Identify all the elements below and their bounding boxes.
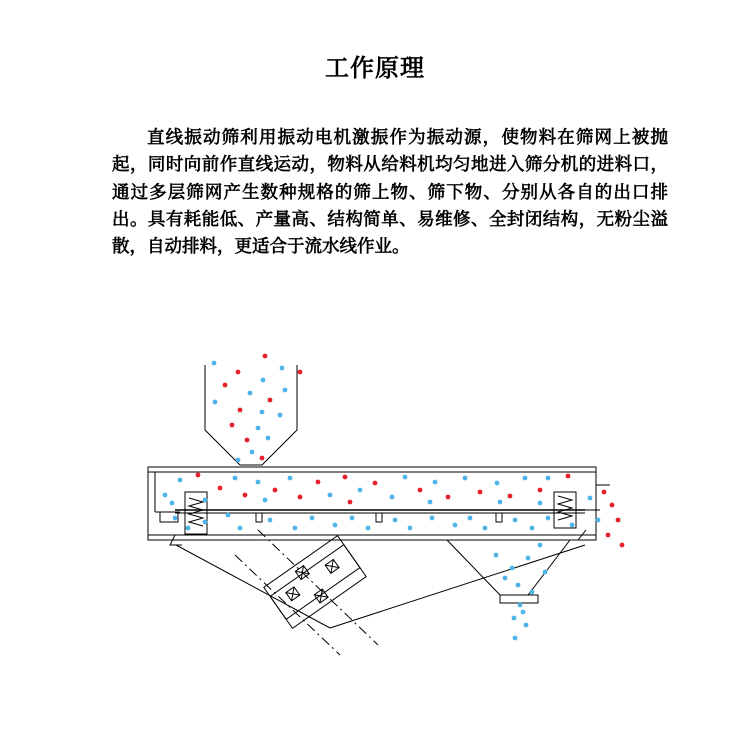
fine-particle [526,556,531,561]
coarse-particle [245,438,250,443]
fine-particle [408,526,413,531]
fine-particle [256,426,261,431]
fine-particle [512,616,517,621]
page-title: 工作原理 [325,54,425,82]
coarse-particle [446,495,451,500]
coarse-particle [238,408,243,413]
fine-particle [293,526,298,531]
fine-particle [173,516,178,521]
coarse-particle [243,493,248,498]
fine-particle [333,523,338,528]
fine-particle [366,526,371,531]
fine-particle [430,516,435,521]
fine-particle [358,488,363,493]
fine-particle [212,361,217,366]
fine-particle [494,553,499,558]
fine-particle [310,516,315,521]
fine-particle [256,480,261,485]
fine-particle [463,476,468,481]
fine-particle [538,543,543,548]
coarse-particle [236,370,241,375]
fine-particle [495,481,500,486]
coarse-particle [538,488,543,493]
fine-particle [170,501,175,506]
coarse-particle [196,473,201,478]
fine-particle [546,476,551,481]
fine-particle [596,518,601,523]
fine-particle [203,520,208,525]
fine-particle [588,496,593,501]
fine-particle [570,523,575,528]
fine-particle [518,603,523,608]
coarse-particle [508,494,513,499]
fine-particle [350,516,355,521]
motor-axis-line [258,530,378,645]
coarse-particle [602,490,607,495]
fine-particle [483,526,488,531]
fine-particle [503,576,508,581]
fine-particle [510,566,515,571]
fine-particle [226,513,231,518]
fine-particle [546,516,551,521]
deck-support [496,513,502,522]
fine-particle [261,378,266,383]
fine-particle [266,436,271,441]
fine-particle [278,413,283,418]
deck-support [376,513,382,522]
fine-particle [248,391,253,396]
left-spring-icon [189,498,203,526]
coarse-particle [620,543,625,548]
coarse-particle [610,503,615,508]
coarse-particle [606,533,611,538]
deck-support [256,513,262,522]
coarse-particle [478,490,483,495]
coarse-particle [348,500,353,505]
fine-particle [498,500,503,505]
discharge-outlet [500,595,538,603]
fine-particle [236,458,241,463]
fine-particle [433,480,438,485]
coarse-particle [260,456,265,461]
fine-particle [213,400,218,405]
coarse-particle [218,486,223,491]
right-spring-icon [558,496,572,520]
screen-box [148,467,596,540]
coarse-particle [273,488,278,493]
coarse-particle [263,354,268,359]
fine-particle [268,518,273,523]
fine-particle [543,570,548,575]
coarse-particle [316,480,321,485]
coarse-particle [298,495,303,500]
fine-particle [390,495,395,500]
particles [163,354,625,641]
fine-particle [530,526,535,531]
fine-particle [178,478,183,483]
description-paragraph: 直线振动筛利用振动电机激振作为振动源，使物料在筛网上被抛起，同时向前作直线运动，物料从给料机均匀地进入筛分机的进料口，通过多层筛网产生数种规格的筛上物、筛下物、分别从各自的出口排出。具有耗能低、产量高、结构简单、易维修、全封闭结构，无粉尘溢散，自动排料，更适合于流水线作业。 [112,128,668,258]
fine-particle [238,526,243,531]
fine-particle [453,523,458,528]
fine-particle [288,476,293,481]
coarse-particle [230,423,235,428]
fine-particle [538,501,543,506]
fine-particle [280,366,285,371]
fine-particle [428,500,433,505]
fine-particle [523,476,528,481]
fine-particle [233,476,238,481]
coarse-particle [268,398,273,403]
fine-particle [283,388,288,393]
coarse-particle [298,370,303,375]
fine-particle [203,498,208,503]
fine-particle [468,516,473,521]
fine-particle [263,498,268,503]
coarse-particle [418,488,423,493]
coarse-particle [616,518,621,523]
fine-particle [328,493,333,498]
fine-particle [186,526,191,531]
coarse-particle [566,474,571,479]
discharge-funnel [447,540,570,595]
fine-particle [513,518,518,523]
coarse-particle [373,481,378,486]
fine-particle [403,475,408,480]
fine-particle [393,518,398,523]
fine-particle [260,410,265,415]
fine-particle [521,610,526,615]
fine-particle [513,636,518,641]
fine-particle [516,583,521,588]
coarse-particle [223,383,228,388]
fine-particle [530,590,535,595]
fine-particle [524,623,529,628]
coarse-particle [343,475,348,480]
fine-particle [250,450,255,455]
fine-particle [163,493,168,498]
